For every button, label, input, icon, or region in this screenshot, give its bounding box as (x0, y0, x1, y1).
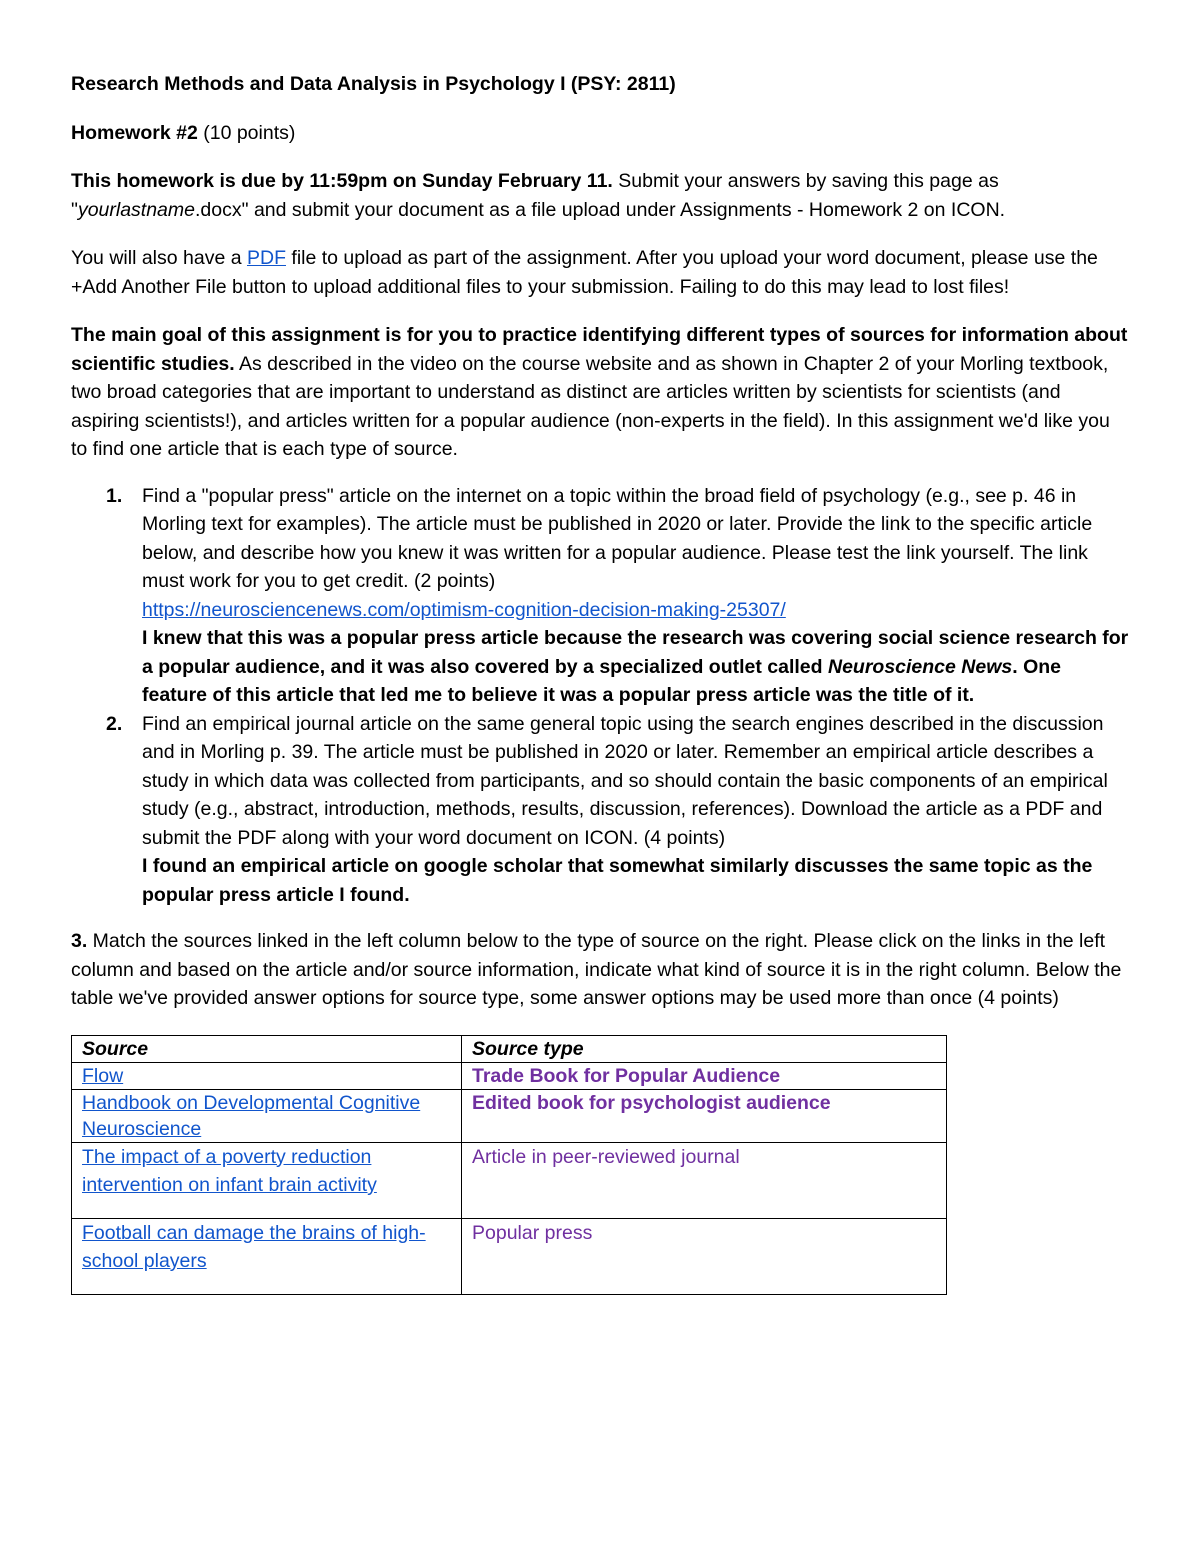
homework-points: (10 points) (203, 121, 296, 144)
question-1 (71, 482, 1130, 710)
source-type-cell[interactable]: Trade Book for Popular Audience (462, 1062, 947, 1089)
document-title: Research Methods and Data Analysis in Psychology I (PSY: 2811) (71, 73, 676, 95)
table-header-row (72, 1035, 947, 1062)
pdf-text-after: file to upload as part of the assignment. After you upload your word document, please use the +Add Another File button to upload additional files to your submission. Failing to do this may lead to lost files! (71, 247, 1098, 298)
answer-1 (142, 627, 1128, 706)
question-text: Match the sources linked in the left column below to the type of source on the right. Please click on the links in the left column and based on the article and/or source information, indicate what kind of source it is in the right column. Below the table we've provided answer options for source type, some answer options may be used more than once (4 points) (71, 930, 1122, 1009)
answer-1-part-a: I knew that this was a popular press article because the research was covering social science research for a popular audience, and it was also covered by a specialized outlet called (142, 627, 1129, 678)
table-row (72, 1062, 947, 1089)
source-link[interactable]: Handbook on Developmental Cognitive Neuroscience (82, 1091, 421, 1140)
due-filename: yourlastname (77, 198, 195, 221)
question-number: 1. (106, 484, 123, 507)
table-row (72, 1142, 947, 1218)
source-type-cell[interactable]: Popular press (462, 1218, 947, 1294)
table-row (72, 1218, 947, 1294)
source-type-cell[interactable]: Edited book for psychologist audience (462, 1089, 947, 1142)
pdf-link[interactable]: PDF (246, 247, 286, 269)
source-link[interactable]: Football can damage the brains of high-school players (82, 1221, 426, 1272)
homework-label: Homework #2 (71, 121, 198, 144)
homework-heading (71, 119, 1130, 148)
answer-1-part-b: . One feature of this article that led me to believe it was a popular press article was the title of it. (142, 655, 1062, 706)
source-cell (72, 1218, 462, 1294)
source-table (71, 1035, 947, 1295)
header-source-type: Source type (462, 1035, 947, 1062)
question-text: Find an empirical journal article on the same general topic using the search engines described in the discussion and in Morling p. 39. The article must be published in 2020 or later. Remember an empirical article describes a study in which data was collected from participants, and so should contain the basic components of an empirical study (e.g., abstract, introduction, methods, results, discussion, references). Download the article as a PDF and submit the PDF along with your word document on ICON. (4 points) (142, 712, 1108, 849)
due-text-2: .docx" and submit your document as a file upload under Assignments - Homework 2 on ICON. (195, 198, 1006, 221)
due-date: This homework is due by 11:59pm on Sunday February 11. (71, 170, 613, 192)
answer-2: I found an empirical article on google scholar that somewhat similarly discusses the same topic as the popular press article I found. (142, 855, 1093, 906)
source-cell (72, 1142, 462, 1218)
question-number: 2. (106, 712, 123, 735)
answer-1-outlet: Neuroscience News (827, 655, 1013, 678)
question-number: 3. (71, 930, 88, 952)
source-cell (72, 1089, 462, 1142)
source-type-cell[interactable]: Article in peer-reviewed journal (462, 1142, 947, 1218)
question-list (71, 482, 1130, 910)
goal-bold: The main goal of this assignment is for you to practice identifying different types of sources for information about scientific studies. (71, 324, 1128, 375)
source-link[interactable]: Flow (82, 1064, 124, 1087)
due-paragraph (71, 167, 1130, 224)
question-text: Find a "popular press" article on the internet on a topic within the broad field of psychology (e.g., see p. 46 in Morling text for examples). The article must be published in 2020 or later. Provide the link to the specific article below, and describe how you knew it was written for a popular audience. Please test the link yourself. The link must work for you to get credit. (2 points) (142, 484, 1093, 592)
source-cell (72, 1062, 462, 1089)
goal-paragraph (71, 321, 1130, 464)
pdf-paragraph (71, 244, 1130, 301)
table-row (72, 1089, 947, 1142)
question-3 (71, 927, 1130, 1013)
source-link[interactable]: The impact of a poverty reduction intervention on infant brain activity (82, 1145, 377, 1196)
goal-text: As described in the video on the course website and as shown in Chapter 2 of your Morling textbook, two broad categories that are important to understand as distinct are articles written by scientists for scientists (and aspiring scientists!), and articles written for a popular audience (non-experts in the field). In this assignment we'd like you to find one article that is each type of source. (71, 352, 1110, 460)
due-text-1: Submit your answers by saving this page as " (71, 170, 999, 221)
popular-press-link[interactable]: https://neurosciencenews.com/optimism-cognition-decision-making-25307/ (142, 598, 786, 621)
question-2 (71, 710, 1130, 910)
header-source: Source (72, 1035, 462, 1062)
pdf-text-before: You will also have a (71, 247, 247, 269)
